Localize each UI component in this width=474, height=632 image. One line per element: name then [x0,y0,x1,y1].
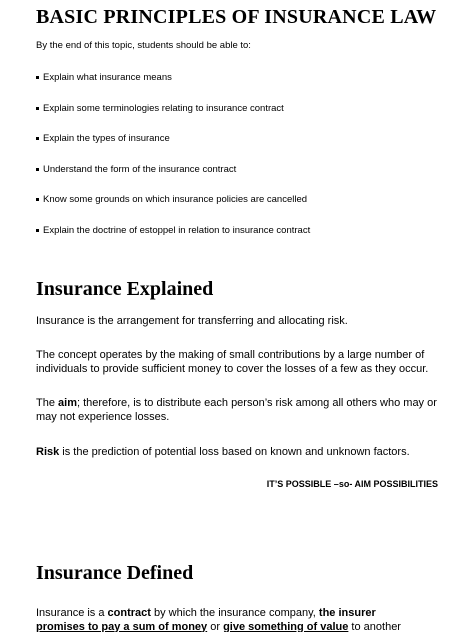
bullet-icon [36,229,39,232]
paragraph-aim: The aim; therefore, is to distribute each person’s risk among all others who may or may not experience losses. [36,397,437,423]
paragraph-insurance-defined: Insurance is a contract by which the insurance company, the insurer promises to pay a sum of money or give something of value to another [36,607,401,632]
bullet-icon [36,137,39,140]
bullet-icon [36,198,39,201]
bullet-icon [36,168,39,171]
slogan-text: IT’S POSSIBLE –so- AIM POSSIBILITIES [266,479,438,489]
paragraph-concept: The concept operates by the making of small contributions by a large number of individuals to provide sufficient money to cover the losses of a few as they occur. [36,349,429,375]
intro-text: By the end of this topic, students should be able to: [36,40,251,51]
list-item: Explain what insurance means [36,72,310,103]
paragraph-risk: Risk is the prediction of potential loss based on known and unknown factors. [36,446,410,458]
list-item: Explain some terminologies relating to insurance contract [36,103,310,134]
list-item: Know some grounds on which insurance policies are cancelled [36,194,310,225]
bullet-icon [36,107,39,110]
list-item: Explain the doctrine of estoppel in relation to insurance contract [36,225,310,256]
section-heading-defined: Insurance Defined [36,562,194,584]
page-title: BASIC PRINCIPLES OF INSURANCE LAW [36,6,437,28]
list-item: Explain the types of insurance [36,133,310,164]
bullet-icon [36,76,39,79]
objectives-list [36,72,310,256]
section-heading-explained: Insurance Explained [36,278,214,300]
paragraph-definition: Insurance is the arrangement for transferring and allocating risk. [36,315,348,327]
list-item: Understand the form of the insurance contract [36,164,310,195]
